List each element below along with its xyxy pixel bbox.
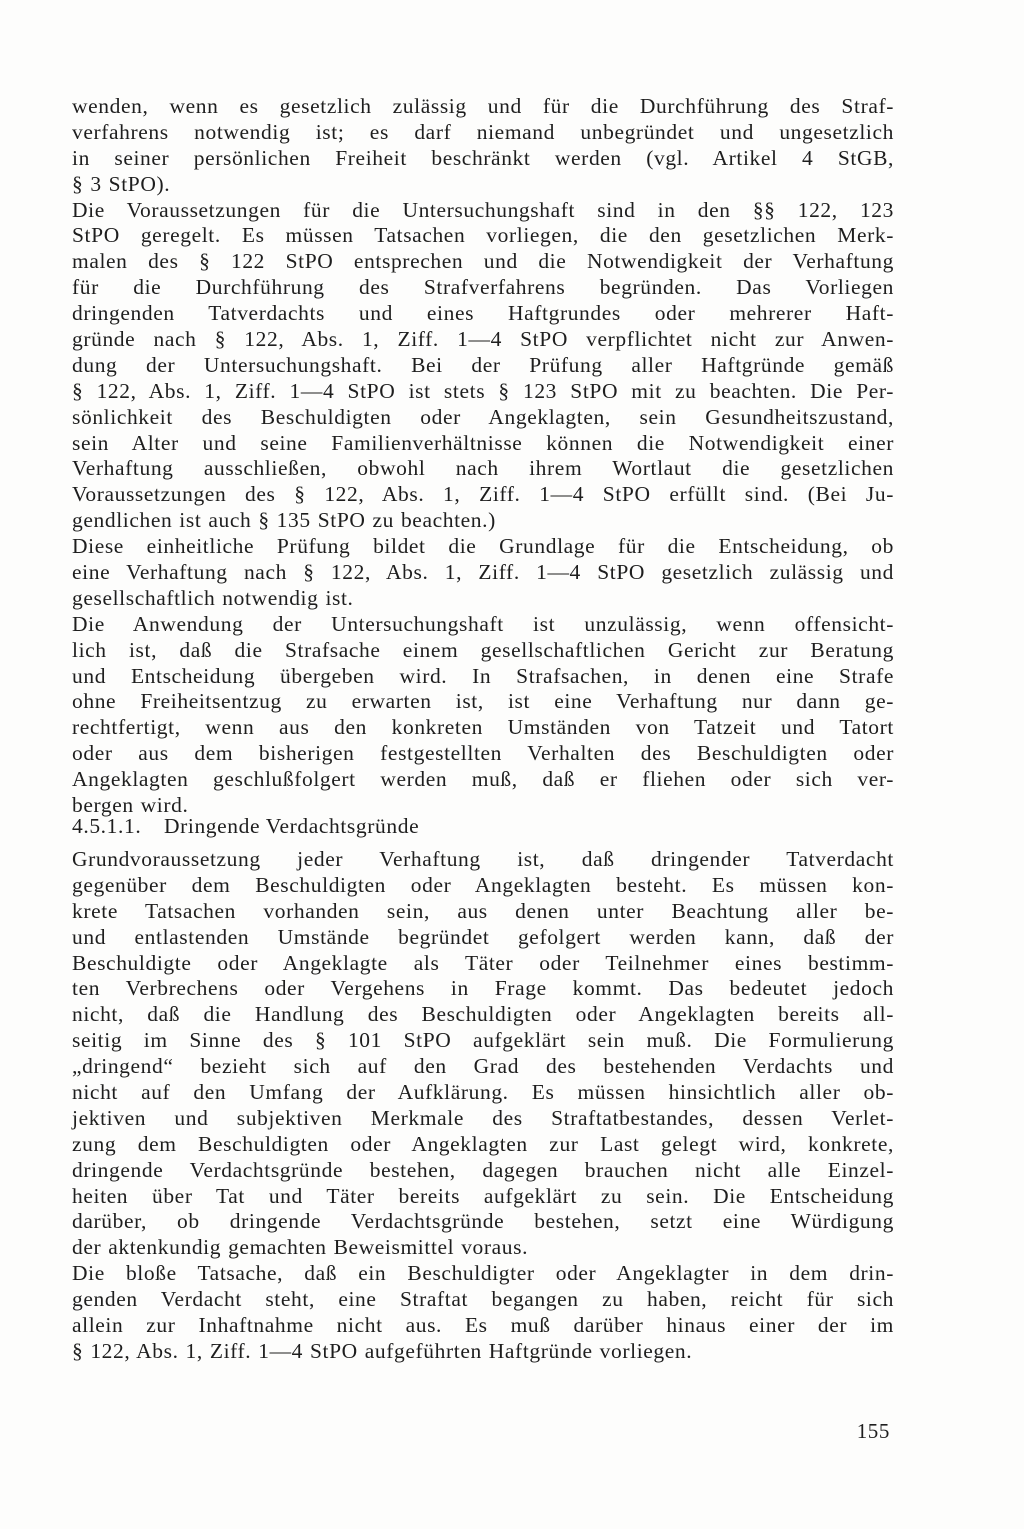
- text-line: ohne Freiheitsentzug zu erwarten ist, ist eine Verhaftung nur dann ge-: [72, 689, 894, 714]
- paragraph-block-upper: [72, 94, 894, 819]
- text-line: rechtfertigt, wenn aus den konkreten Umständen von Tatzeit und Tatort: [72, 715, 894, 740]
- text-line: gegenüber dem Beschuldigten oder Angeklagten besteht. Es müssen kon-: [72, 872, 894, 897]
- text-line: Verhaftung ausschließen, obwohl nach ihrem Wortlaut die gesetzlichen: [72, 456, 894, 481]
- text-line: dringende Verdachtsgründe bestehen, dagegen brauchen nicht alle Einzel-: [72, 1157, 894, 1182]
- text-line: in seiner persönlichen Freiheit beschränkt werden (vgl. Artikel 4 StGB,: [72, 145, 894, 170]
- text-line: für die Durchführung des Strafverfahrens begründen. Das Vorliegen: [72, 275, 894, 300]
- text-line: Die Voraussetzungen für die Untersuchungshaft sind in den §§ 122, 123: [72, 197, 894, 222]
- text-line: dringenden Tatverdachts und eines Haftgrundes oder mehrerer Haft-: [72, 301, 894, 326]
- text-line: § 122, Abs. 1, Ziff. 1—4 StPO ist stets § 123 StPO mit zu beachten. Die Per-: [72, 378, 894, 403]
- text-line: § 122, Abs. 1, Ziff. 1—4 StPO aufgeführten Haftgründe vorliegen.: [72, 1338, 693, 1363]
- text-line: ten Verbrechens oder Vergehens in Frage kommt. Das bedeutet jedoch: [72, 976, 894, 1001]
- text-line: jektiven und subjektiven Merkmale des Straftatbestandes, dessen Verlet-: [72, 1105, 894, 1130]
- text-line: Die bloße Tatsache, daß ein Beschuldigter oder Angeklagter in dem drin-: [72, 1261, 894, 1286]
- text-line: „dringend“ bezieht sich auf den Grad des bestehenden Verdachts und: [72, 1054, 894, 1079]
- text-line: StPO geregelt. Es müssen Tatsachen vorliegen, die den gesetzlichen Merk-: [72, 223, 894, 248]
- text-line: Grundvoraussetzung jeder Verhaftung ist, daß dringender Tatverdacht: [72, 847, 894, 871]
- text-line: nicht auf den Umfang der Aufklärung. Es müssen hinsichtlich aller ob-: [72, 1080, 894, 1105]
- section-number: 4.5.1.1.: [72, 814, 142, 838]
- text-line: Beschuldigte oder Angeklagte als Täter oder Teilnehmer eines bestimm-: [72, 950, 894, 975]
- text-line: seitig im Sinne des § 101 StPO aufgeklärt sein muß. Die Formulierung: [72, 1028, 894, 1053]
- text-line: Die Anwendung der Untersuchungshaft ist unzulässig, wenn offensicht-: [72, 611, 894, 636]
- text-line: sönlichkeit des Beschuldigten oder Angeklagten, sein Gesundheitszustand,: [72, 404, 894, 429]
- text-line: Voraussetzungen des § 122, Abs. 1, Ziff. 1—4 StPO erfüllt sind. (Bei Ju-: [72, 482, 894, 507]
- text-line: der aktenkundig gemachten Beweismittel voraus.: [72, 1235, 529, 1260]
- text-line: verfahrens notwendig ist; es darf niemand unbegründet und ungesetzlich: [72, 119, 894, 144]
- text-line: und entlastenden Umstände begründet gefolgert werden kann, daß der: [72, 924, 894, 949]
- text-line: dung der Untersuchungshaft. Bei der Prüfung aller Haftgründe gemäß: [72, 352, 894, 377]
- text-line: gründe nach § 122, Abs. 1, Ziff. 1—4 StPO verpflichtet nicht zur Anwen-: [72, 327, 894, 352]
- text-line: Angeklagten geschlußfolgert werden muß, daß er fliehen oder sich ver-: [72, 767, 894, 792]
- text-line: bergen wird.: [72, 793, 189, 818]
- text-line: gesellschaftlich notwendig ist.: [72, 585, 354, 610]
- text-line: heiten über Tat und Täter bereits aufgeklärt zu sein. Die Entscheidung: [72, 1183, 894, 1208]
- text-line: Diese einheitliche Prüfung bildet die Grundlage für die Entscheidung, ob: [72, 534, 894, 559]
- text-line: wenden, wenn es gesetzlich zulässig und für die Durchführung des Straf-: [72, 94, 894, 118]
- text-line: nicht, daß die Handlung des Beschuldigten oder Angeklagten bereits all-: [72, 1002, 894, 1027]
- page-number: 155: [856, 1419, 890, 1443]
- text-line: oder aus dem bisherigen festgestellten Verhalten des Beschuldigten oder: [72, 741, 894, 766]
- text-line: darüber, ob dringende Verdachtsgründe bestehen, setzt eine Würdigung: [72, 1209, 894, 1234]
- text-line: krete Tatsachen vorhanden sein, aus denen unter Beachtung aller be-: [72, 898, 894, 923]
- text-line: genden Verdacht steht, eine Straftat begangen zu haben, reicht für sich: [72, 1287, 894, 1312]
- text-line: lich ist, daß die Strafsache einem gesellschaftlichen Gericht zur Beratung: [72, 637, 894, 662]
- section-title: Dringende Verdachtsgründe: [164, 814, 420, 838]
- text-line: allein zur Inhaftnahme nicht aus. Es muß darüber hinaus einer der im: [72, 1313, 894, 1338]
- paragraph-block-lower: [72, 847, 894, 1365]
- text-line: § 3 StPO).: [72, 171, 171, 196]
- text-line: malen des § 122 StPO entsprechen und die Notwendigkeit der Verhaftung: [72, 249, 894, 274]
- text-line: und Entscheidung übergeben wird. In Strafsachen, in denen eine Strafe: [72, 663, 894, 688]
- text-line: sein Alter und seine Familienverhältnisse können die Notwendigkeit einer: [72, 430, 894, 455]
- text-line: zung dem Beschuldigten oder Angeklagten zur Last gelegt wird, konkrete,: [72, 1131, 894, 1156]
- section-heading: [72, 813, 419, 839]
- text-line: gendlichen ist auch § 135 StPO zu beachten.): [72, 508, 496, 533]
- text-line: eine Verhaftung nach § 122, Abs. 1, Ziff. 1—4 StPO gesetzlich zulässig und: [72, 560, 894, 585]
